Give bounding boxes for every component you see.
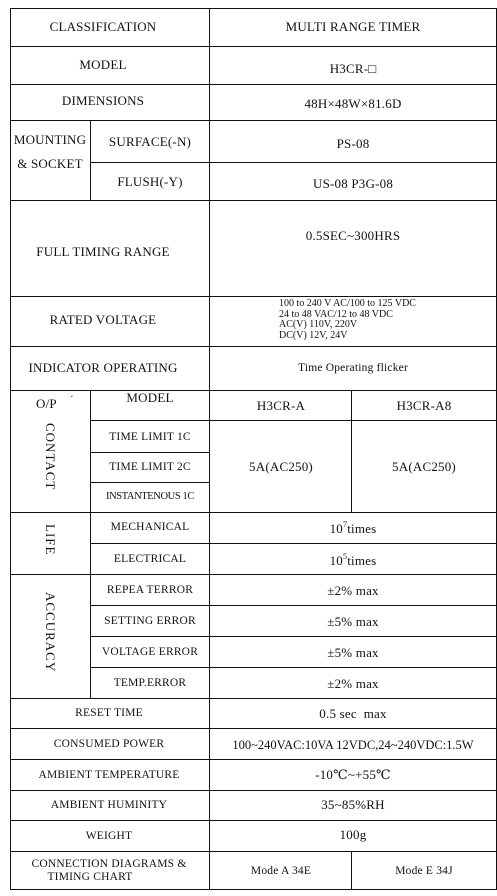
repeat-error-value: ±2% max — [327, 583, 379, 598]
rule — [10, 200, 497, 201]
rated-voltage-line: 100 to 240 V AC/100 to 125 VDC — [279, 298, 416, 309]
rule — [90, 543, 497, 544]
mounting-label-line2: & SOCKET — [17, 156, 83, 171]
rule — [10, 759, 497, 760]
model-label: MODEL — [79, 57, 127, 72]
rule — [90, 162, 497, 163]
connection-label-line1: CONNECTION DIAGRAMS & — [31, 858, 187, 870]
rating-h3cr-a8: 5A(AC250) — [392, 459, 456, 474]
electrical-value: $10^5times$ — [329, 551, 377, 568]
rated-voltage-label: RATED VOLTAGE — [49, 312, 157, 327]
indicator-operating-value: Time Operating flicker — [297, 362, 409, 374]
ambient-temperature-label: AMBIENT TEMPERATURE — [38, 769, 180, 781]
rule — [351, 390, 352, 512]
op-label: O/P — [36, 396, 57, 411]
full-timing-range-label: FULL TIMING RANGE — [36, 244, 170, 259]
voltage-error-value: ±5% max — [327, 645, 379, 660]
temp-error-label: TEMP.ERROR — [113, 677, 187, 689]
rule — [10, 698, 497, 699]
rule — [10, 296, 497, 297]
mechanical-label: MECHANICAL — [110, 521, 190, 533]
temp-error-value: ±2% max — [327, 676, 379, 691]
reset-time-value: 0.5 sec max — [319, 706, 387, 721]
voltage-error-label: VOLTAGE ERROR — [101, 646, 199, 658]
rule — [10, 346, 497, 347]
rating-h3cr-a: 5A(AC250) — [249, 459, 313, 474]
life-label: LIFE — [43, 524, 58, 556]
contact-model-label: MODEL — [126, 390, 174, 405]
classification-value: MULTI RANGE TIMER — [285, 19, 421, 34]
surface-value: PS-08 — [336, 136, 370, 151]
rated-voltage-line: DC(V) 12V, 24V — [279, 329, 348, 341]
mode-a-34e: Mode A 34E — [250, 865, 312, 877]
dimensions-label: DIMENSIONS — [61, 93, 145, 108]
setting-error-label: SETTING ERROR — [104, 615, 196, 627]
full-timing-range-value: 0.5SEC~300HRS — [305, 228, 401, 243]
model-h3cr-a: H3CR-A — [256, 398, 306, 413]
dimensions-value: 48H×48W×81.6D — [304, 96, 402, 111]
mounting-label-line1: MOUNTING — [13, 132, 87, 147]
rated-voltage-line: AC(V) 110V, 220V — [279, 319, 358, 330]
model-h3cr-a8: H3CR-A8 — [396, 398, 452, 413]
reset-time-label: RESET TIME — [75, 707, 143, 719]
rule — [10, 728, 497, 729]
rule — [351, 851, 352, 889]
rule — [90, 667, 497, 668]
rule — [209, 8, 210, 890]
rule — [10, 120, 497, 121]
weight-value: 100g — [339, 827, 367, 842]
ambient-humidity-label: AMBIENT HUMINITY — [50, 799, 168, 811]
rule — [10, 790, 497, 791]
rule — [10, 46, 497, 47]
electrical-label: ELECTRICAL — [113, 553, 187, 565]
rule — [90, 482, 209, 483]
rule — [90, 420, 497, 421]
connection-label-line2: TIMING CHART — [47, 871, 133, 883]
rated-voltage-line: 24 to 48 VAC/12 to 48 VDC — [279, 308, 393, 320]
rule — [10, 8, 497, 9]
mechanical-value: $10^7times$ — [329, 519, 377, 536]
rule — [10, 8, 11, 890]
rule — [90, 605, 497, 606]
mode-e-34j: Mode E 34J — [395, 865, 453, 877]
time-limit-1c-label: TIME LIMIT 1C — [109, 431, 191, 443]
surface-label: SURFACE(-N) — [108, 134, 192, 149]
rule — [90, 452, 209, 453]
rule — [10, 84, 497, 85]
consumed-power-label: CONSUMED POWER — [53, 738, 165, 750]
flush-label: FLUSH(-Y) — [117, 174, 183, 189]
setting-error-value: ±5% max — [327, 614, 379, 629]
repeat-error-label: REPEA TERROR — [106, 584, 194, 596]
rule — [90, 390, 91, 698]
accuracy-label: ACCURACY — [43, 592, 58, 673]
flush-value: US-08 P3G-08 — [312, 176, 394, 191]
consumed-power-value: 100~240VAC:10VA 12VDC,24~240VDC:1.5W — [232, 738, 474, 752]
indicator-operating-label: INDICATOR OPERATING — [28, 360, 178, 375]
rule — [10, 512, 497, 513]
rule — [10, 574, 497, 575]
ambient-humidity-value: 35~85%RH — [321, 797, 385, 812]
weight-label: WEIGHT — [85, 830, 133, 842]
rule — [90, 120, 91, 200]
time-limit-2c-label: TIME LIMIT 2C — [109, 461, 191, 473]
rule — [10, 889, 497, 890]
op-mark: · — [70, 391, 74, 403]
ambient-temperature-value: -10℃~+55℃ — [315, 767, 391, 782]
rule — [10, 820, 497, 821]
contact-label: CONTACT — [43, 423, 58, 491]
model-value: H3CR-□ — [329, 61, 377, 76]
rule — [10, 390, 497, 391]
classification-label: CLASSIFICATION — [49, 19, 157, 34]
rule — [90, 636, 497, 637]
rule — [10, 851, 497, 852]
instantenous-1c-label: INSTANTENOUS 1C — [106, 491, 194, 502]
